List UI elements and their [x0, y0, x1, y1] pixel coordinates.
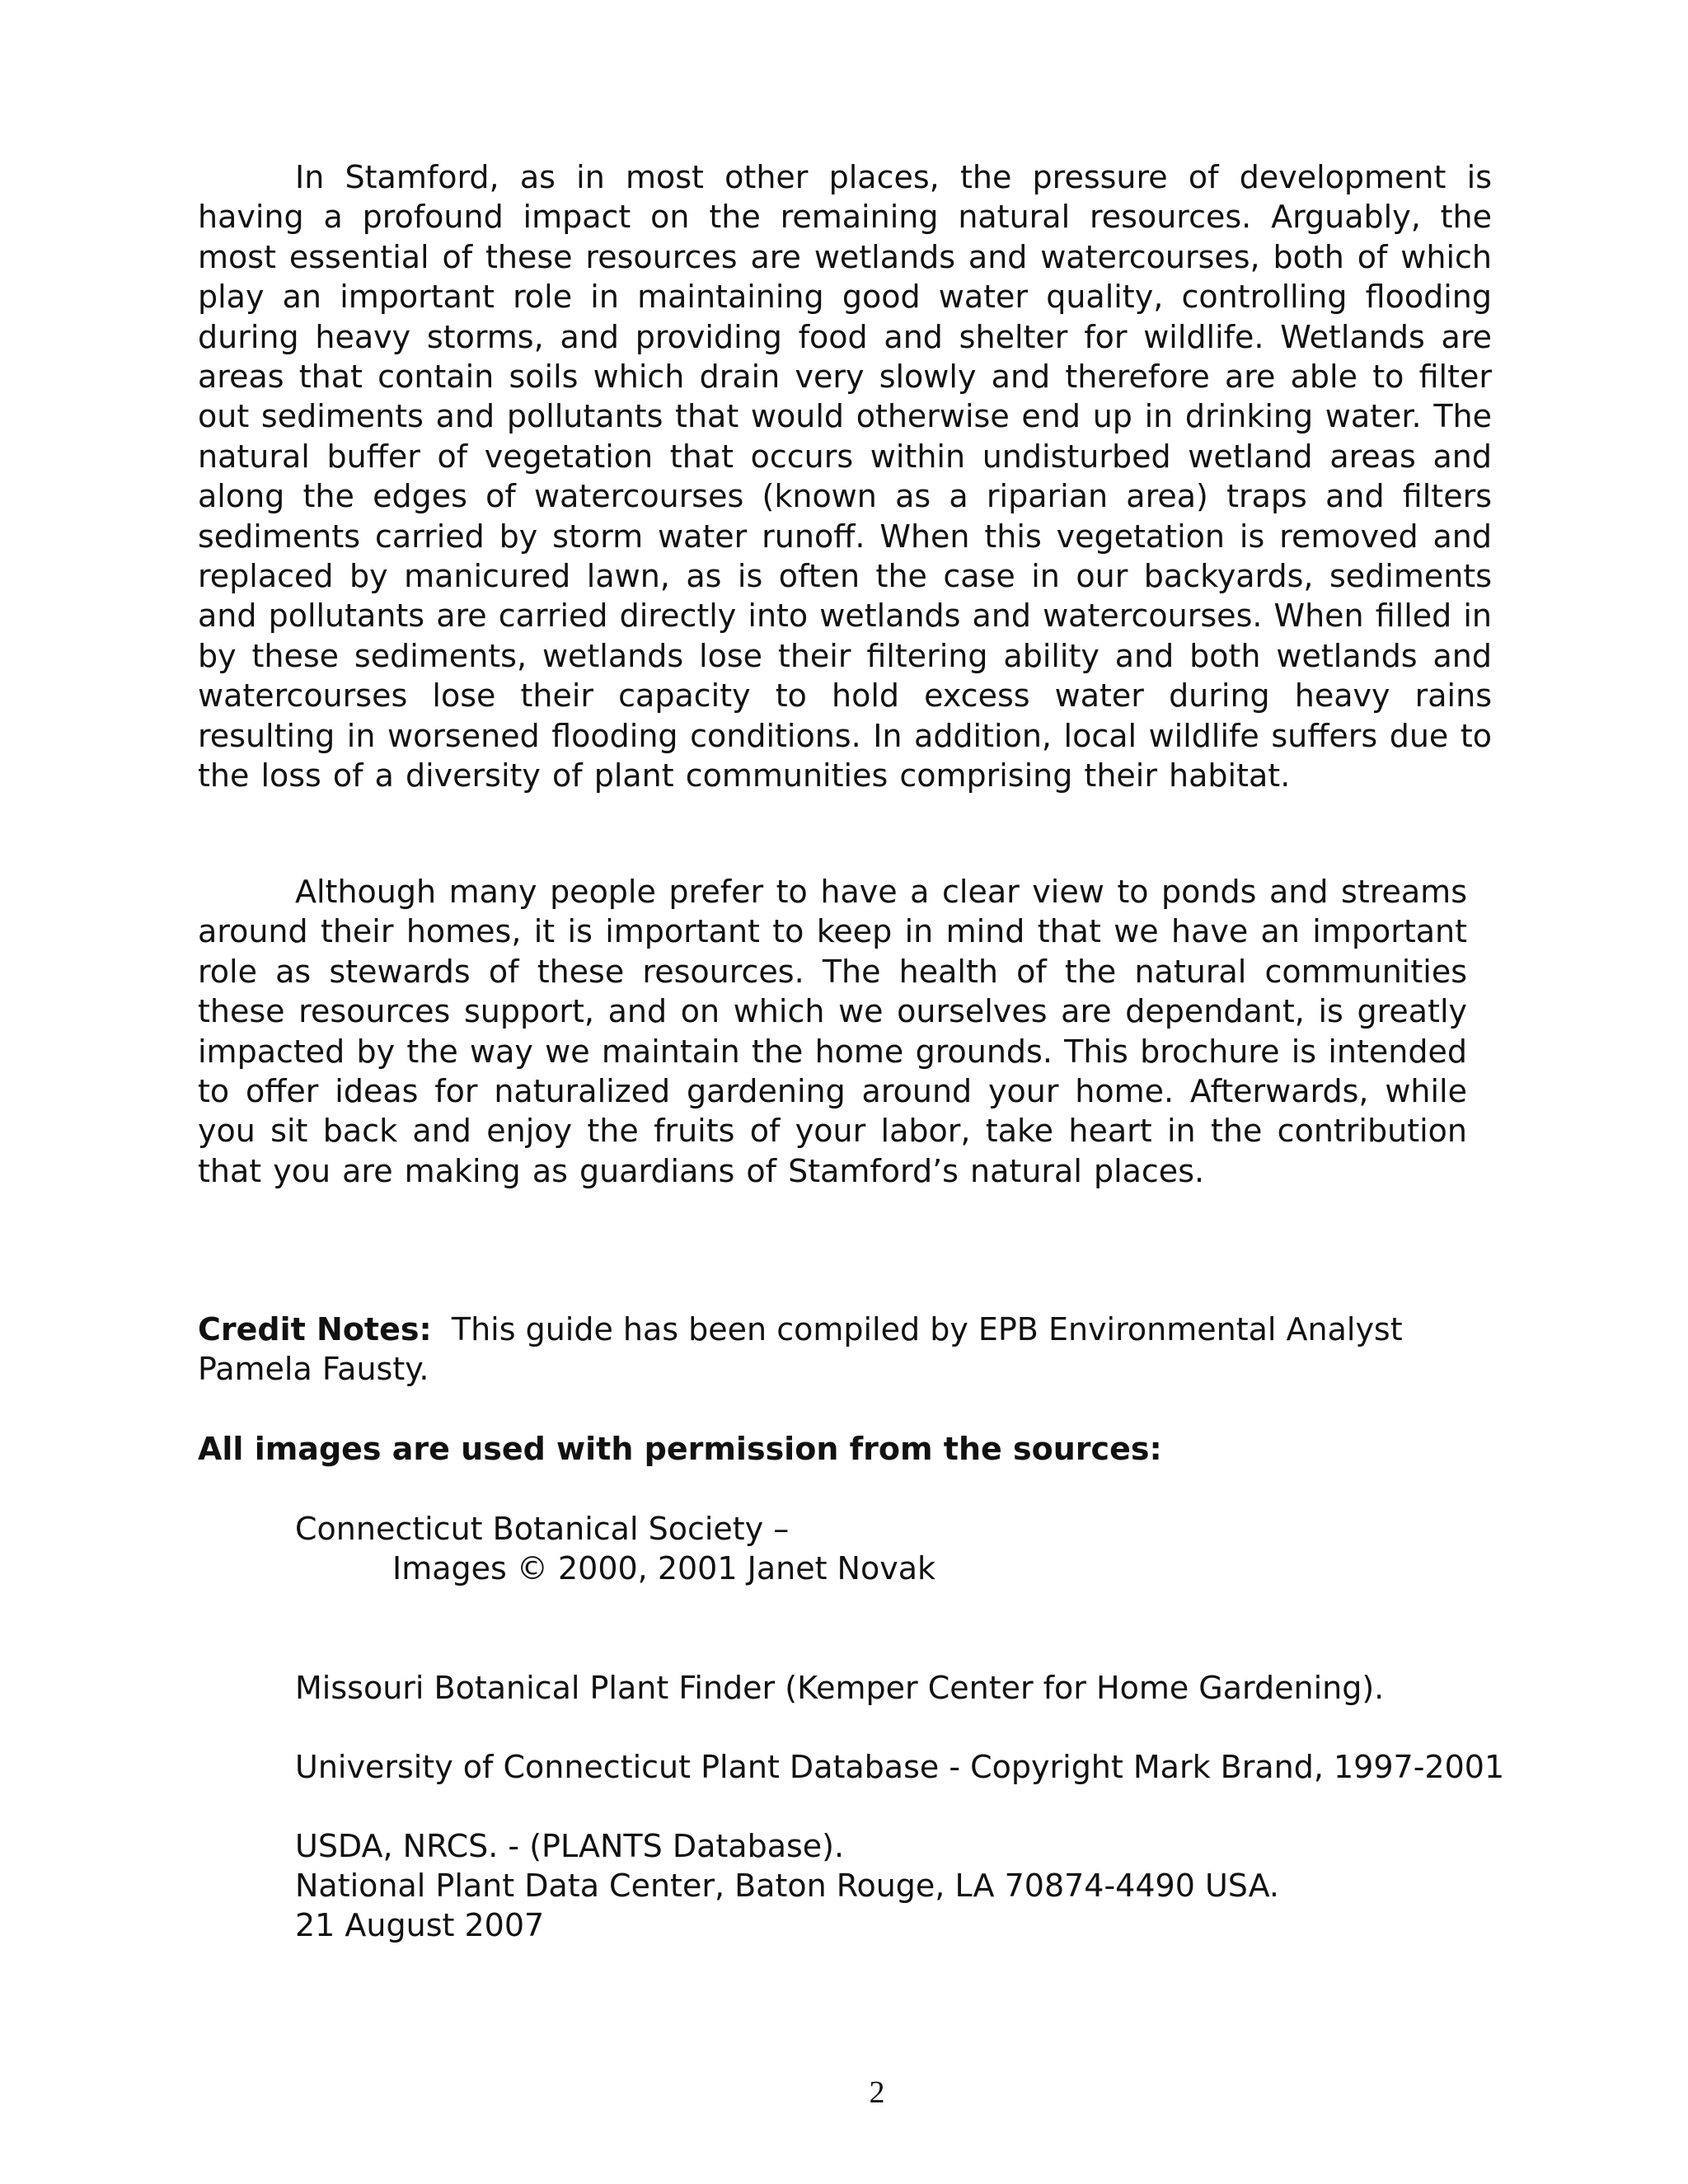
source-ct-botanical-society: Connecticut Botanical Society –	[295, 1511, 790, 1547]
source-ct-botanical-images: Images © 2000, 2001 Janet Novak	[392, 1550, 936, 1586]
source-uconn-database: University of Connecticut Plant Database - Copyright Mark Brand, 1997-2001	[295, 1749, 1505, 1785]
credit-notes-label: Credit Notes:	[198, 1311, 432, 1347]
credit-notes-line-1	[198, 1310, 1403, 1349]
credit-notes-text: This guide has been compiled by EPB Environmental Analyst	[451, 1311, 1403, 1347]
source-usda-line-2: National Plant Data Center, Baton Rouge, LA 70874-4490 USA.	[295, 1868, 1280, 1904]
source-missouri-botanical: Missouri Botanical Plant Finder (Kemper Center for Home Gardening).	[295, 1670, 1385, 1706]
body-paragraph-2: Although many people prefer to have a clear view to ponds and streams around their homes, it is important to keep in mind that we have an important role as stewards of these resources. The health of the natural communities these resources support, and on which we ourselves are dependant, is greatly impacted by the way we maintain the home grounds. This brochure is intended to offer ideas for naturalized gardening around your home. Afterwards, while you sit back and enjoy the fruits of your labor, take heart in the contribution that you are making as guardians of Stamford’s natural places.	[198, 874, 1467, 1189]
permission-heading: All images are used with permission from the sources:	[198, 1431, 1162, 1467]
source-usda-date: 21 August 2007	[295, 1907, 545, 1943]
credit-notes-line-2: Pamela Fausty.	[198, 1351, 429, 1387]
source-usda-line-1: USDA, NRCS. - (PLANTS Database).	[295, 1828, 845, 1864]
body-paragraph-1: In Stamford, as in most other places, the pressure of development is having a profound impact on the remaining natural resources. Arguably, the most essential of these resources are wetlands and watercourses, both of which play an important role in maintaining good water quality, controlling flooding during heavy storms, and providing food and shelter for wildlife. Wetlands are areas that contain soils which drain very slowly and therefore are able to filter out sediments and pollutants that would otherwise end up in drinking water. The natural buffer of vegetation that occurs within undisturbed wetland areas and along the edges of watercourses (known as a riparian area) traps and filters sediments carried by storm water runoff. When this vegetation is removed and replaced by manicured lawn, as is often the case in our backyards, sediments and pollutants are carried directly into wetlands and watercourses. When filled in by these sediments, wetlands lose their filtering ability and both wetlands and watercourses lose their capacity to hold excess water during heavy rains resulting in worsened flooding conditions. In addition, local wildlife suffers due to the loss of a diversity of plant communities comprising their habitat.	[198, 159, 1492, 794]
page-number: 2	[869, 2075, 885, 2110]
